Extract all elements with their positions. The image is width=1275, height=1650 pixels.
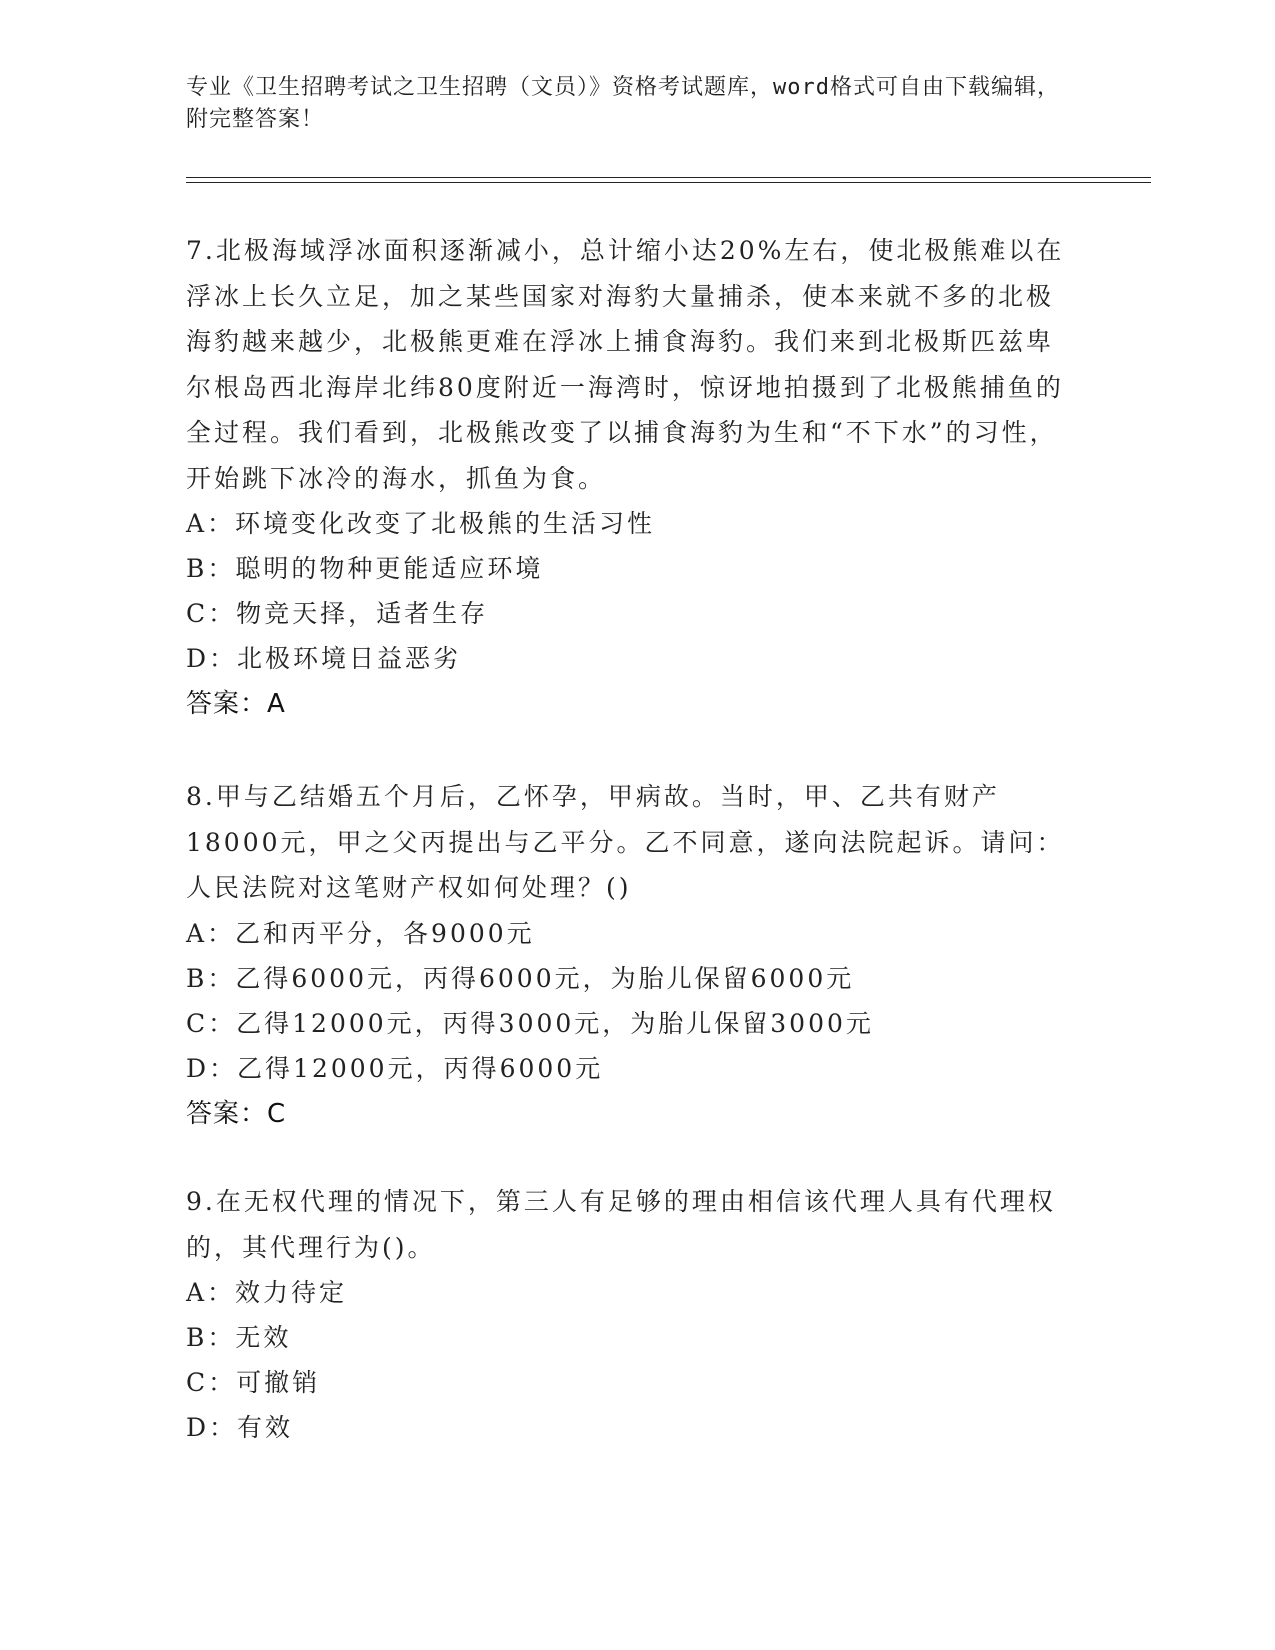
option-d: D：北极环境日益恶劣 [186,644,462,673]
option-a: A：效力待定 [186,1278,348,1307]
option-c: C：乙得12000元，丙得3000元，为胎儿保留3000元 [186,1008,874,1038]
document-header: 专业《卫生招聘考试之卫生招聘（文员）》资格考试题库，word格式可自由下载编辑，附完整答案！ [186,75,1060,132]
header-divider-top [186,177,1151,178]
option-b: B：聪明的物种更能适应环境 [186,554,544,583]
question-stem: 7.北极海域浮冰面积逐渐减小，总计缩小达20%左右，使北极熊难以在浮冰上长久立足，加之某些国家对海豹大量捕杀，使本来就不多的北极海豹越来越少，北极熊更难在浮冰上捕食海豹。我们来到北极斯匹兹卑尔根岛西北海岸北纬80度附近一海湾时，惊讶地拍摄到了北极熊捕鱼的全过程。我们看到，北极熊改变了以捕食海豹为生和“不下水”的习性，开始跳下冰冷的海水，抓鱼为食。 [186,236,1065,493]
option-a: A：环境变化改变了北极熊的生活习性 [186,509,656,538]
option-d: D：乙得12000元，丙得6000元 [186,1053,604,1083]
answer: 答案：A [186,689,286,719]
question-8 [186,774,1066,1137]
question-stem: 8.甲与乙结婚五个月后，乙怀孕，甲病故。当时，甲、乙共有财产18000元，甲之父丙提出与乙平分。乙不同意，遂向法院起诉。请问：人民法院对这笔财产权如何处理？() [186,782,1065,902]
header-divider-bottom [186,182,1151,183]
option-d: D：有效 [186,1413,294,1442]
option-c: C：物竞天择，适者生存 [186,599,489,628]
answer: 答案：C [186,1098,287,1129]
option-a: A：乙和丙平分，各9000元 [186,918,535,948]
option-b: B：无效 [186,1323,292,1352]
option-b: B：乙得6000元，丙得6000元，为胎儿保留6000元 [186,963,855,993]
question-9 [186,1179,1066,1450]
question-7 [186,228,1066,727]
option-c: C：可撤销 [186,1368,321,1397]
question-stem: 9.在无权代理的情况下，第三人有足够的理由相信该代理人具有代理权的，其代理行为()。 [186,1187,1056,1262]
